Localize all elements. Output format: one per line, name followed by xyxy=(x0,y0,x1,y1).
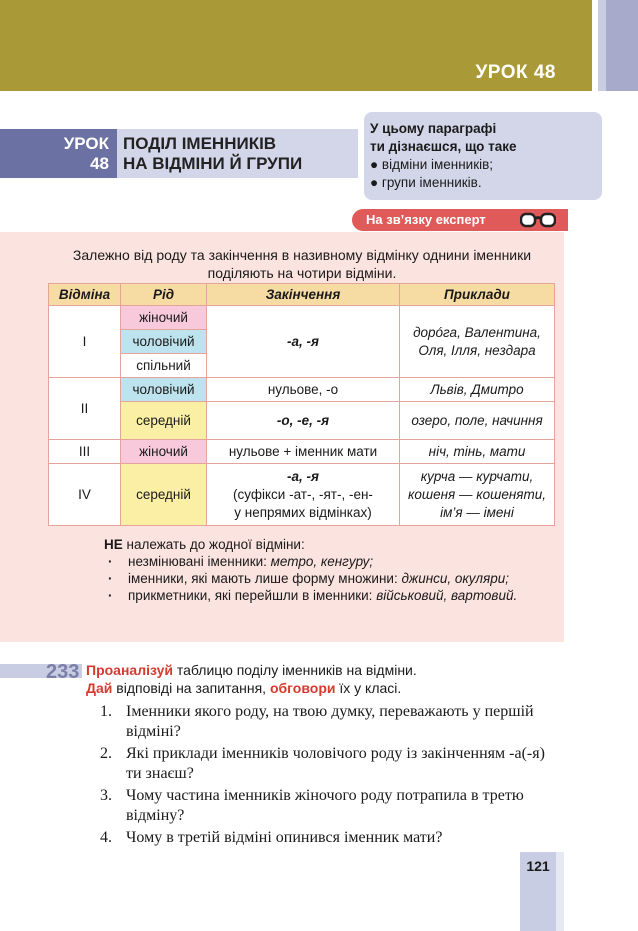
table-header-row xyxy=(49,284,555,306)
gender-cell: середній xyxy=(121,464,207,526)
question-list xyxy=(100,702,560,850)
gender-cell: середній xyxy=(121,402,207,440)
ending-cell: нульове, -о xyxy=(207,378,400,402)
declension-number: II xyxy=(49,378,121,440)
ending-cell: -о, -е, -я xyxy=(207,402,400,440)
edge-stripe xyxy=(556,852,564,931)
col-header: Відміна xyxy=(49,284,121,306)
lesson-title: ПОДІЛ ІМЕННИКІВ НА ВІДМІНИ Й ГРУПИ xyxy=(117,129,358,178)
lesson-badge: УРОК 48 xyxy=(0,129,117,178)
list-item: · прикметники, які перейшли в іменники: військовий, вартовий. xyxy=(104,587,544,604)
header-band xyxy=(0,0,592,91)
table-row xyxy=(49,378,555,402)
gender-cell: жіночий xyxy=(121,440,207,464)
declension-number: III xyxy=(49,440,121,464)
examples-cell: дорóга, Валентина, Оля, Ілля, нездара xyxy=(400,306,555,378)
exceptions-list xyxy=(104,553,544,604)
table-row xyxy=(49,402,555,440)
paragraph-goals: У цьому параграфі ти дізнаєшся, що таке ● відміни іменників; ● групи іменників. xyxy=(364,112,602,200)
question-item: 4. Чому в третій відміні опинився іменник мати? xyxy=(100,829,443,846)
examples-cell: озеро, поле, начиння xyxy=(400,402,555,440)
gender-cell: жіночий xyxy=(121,306,207,330)
ending-cell: нульове + іменник мати xyxy=(207,440,400,464)
question-item: 1. Іменники якого роду, на твою думку, переважають у першій відміні? xyxy=(100,703,534,740)
edge-stripe xyxy=(606,0,638,91)
gender-cell: спільний xyxy=(121,354,207,378)
edge-stripe xyxy=(598,0,606,91)
col-header: Закінчення xyxy=(207,284,400,306)
intro-text: Залежно від роду та закінчення в називному відмінку однини іменники поділяють на чотири відміни. xyxy=(72,247,532,281)
list-item: · незмінювані іменники: метро, кенгуру; xyxy=(104,553,544,570)
declension-number: IV xyxy=(49,464,121,526)
expert-ribbon: На зв’язку експерт xyxy=(352,209,568,231)
gender-cell: чоловічий xyxy=(121,330,207,354)
col-header: Рід xyxy=(121,284,207,306)
question-item: 2. Які приклади іменників чоловічого роду із закінченням -а(-я) ти знаєш? xyxy=(100,745,545,782)
table-row xyxy=(49,464,555,526)
table-row xyxy=(49,306,555,330)
lesson-label: УРОК 48 xyxy=(475,62,556,83)
col-header: Приклади xyxy=(400,284,555,306)
declension-number: I xyxy=(49,306,121,378)
task-instruction: Проаналізуй таблицю поділу іменників на відміни. Дай відповіді на запитання, обговори їх у класі. xyxy=(86,662,417,696)
task-number: 233 xyxy=(46,661,80,683)
glasses-icon xyxy=(520,211,556,229)
examples-cell: Львів, Дмитро xyxy=(400,378,555,402)
list-item: · іменники, які мають лише форму множини: джинси, окуляри; xyxy=(104,570,544,587)
exceptions-note: НЕ належать до жодної відміни: · незмінювані іменники: метро, кенгуру; · іменники, які мають лише форму множини: джинси, окуляри; · прикметники, які перейшли в іменники: військовий, вартовий. xyxy=(104,536,544,604)
ending-cell: -а, -я xyxy=(207,306,400,378)
ending-cell: -а, -я (суфікси -ат-, -ят-, -ен- у непрямих відмінках) xyxy=(207,464,400,526)
examples-cell: ніч, тінь, мати xyxy=(400,440,555,464)
declension-table xyxy=(48,283,555,526)
question-item: 3. Чому частина іменників жіночого роду потрапила в третю відміну? xyxy=(100,787,524,824)
panel-edge xyxy=(0,232,40,642)
gender-cell: чоловічий xyxy=(121,378,207,402)
examples-cell: курча — курчати, кошеня — кошеняти, ім’я — імені xyxy=(400,464,555,526)
table-row xyxy=(49,440,555,464)
page-number: 121 xyxy=(520,852,556,931)
